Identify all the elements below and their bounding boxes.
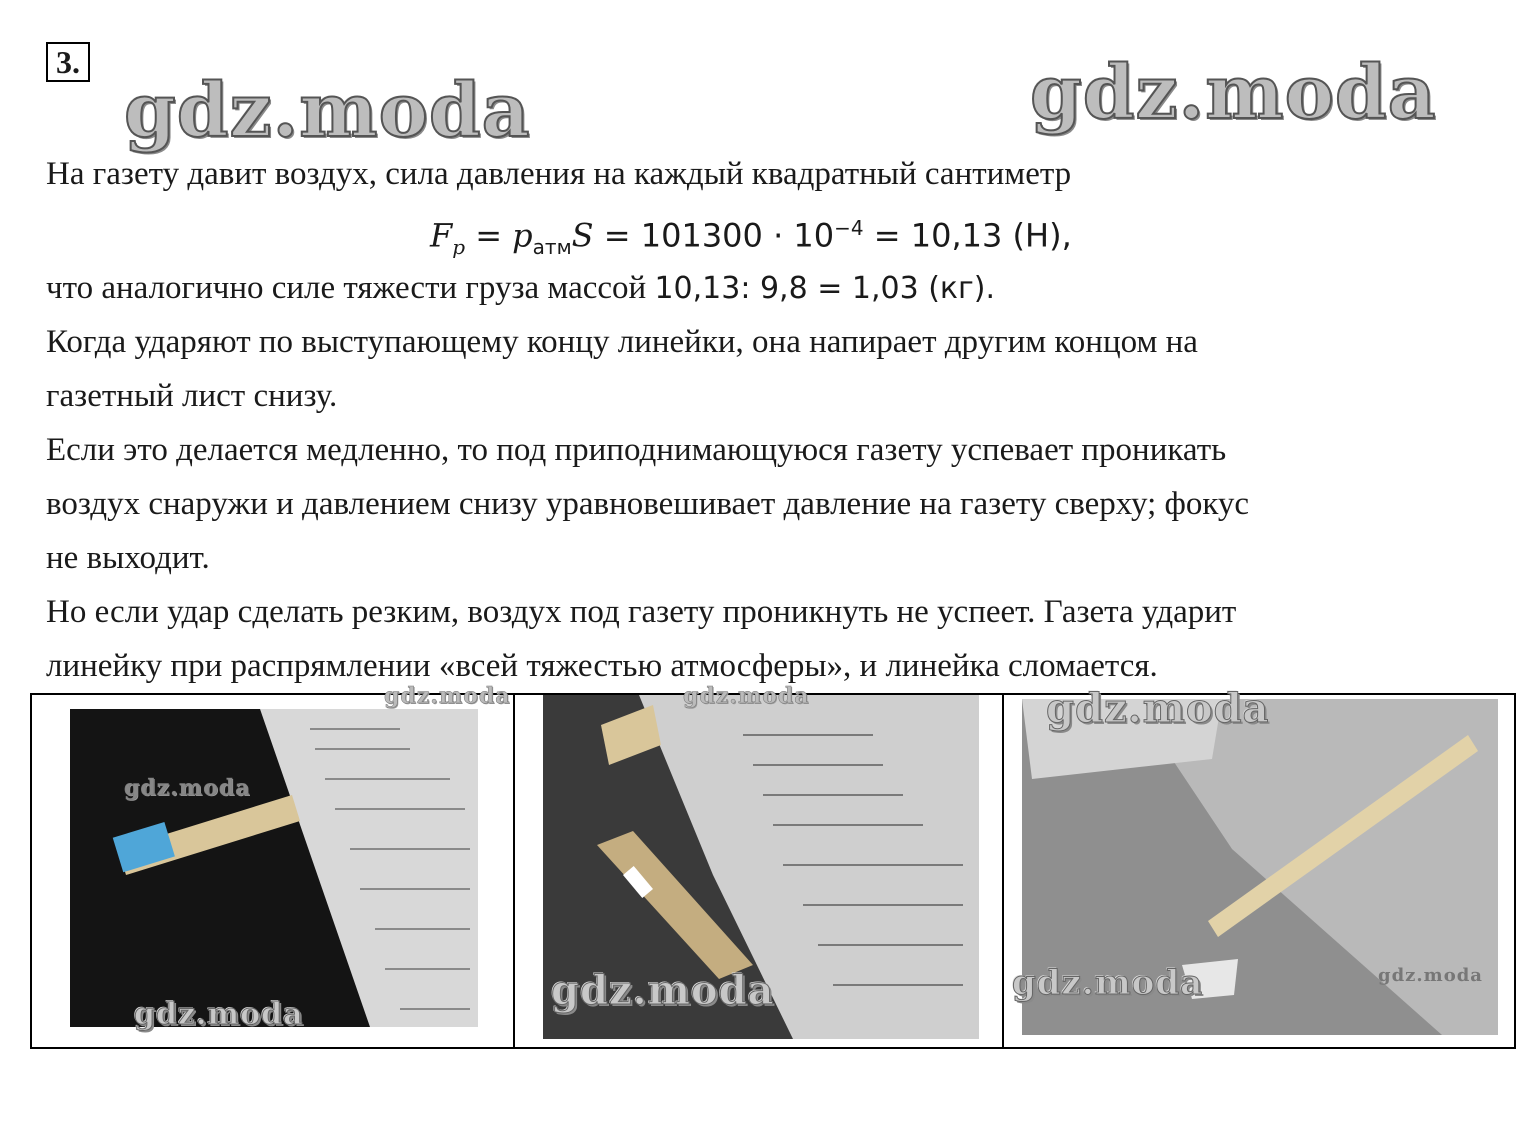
formula-force-sub: p [452,235,466,260]
task-number: 3. [46,42,90,82]
text-line-3 [46,268,995,309]
text-line-6: Если это делается медленно, то под приподнимающуюся газету успевает проникать [46,432,1227,468]
text-line-9: Но если удар сделать резким, воздух под газету проникнуть не успеет. Газета ударит [46,594,1237,630]
formula-area: S [571,216,594,255]
photo-cell-1 [32,683,513,1047]
formula-eq1: = [465,216,513,255]
photo-cell-3 [1002,685,1514,1047]
text-line-4: Когда ударяют по выступающему концу линейки, она напирает другим концом на [46,324,1198,360]
photo-ruler-under-newspaper [70,709,478,1027]
watermark-photo1-mid: gdz.moda [124,775,251,801]
text-line-1: На газету давит воздух, сила давления на каждый квадратный сантиметр [46,156,1072,192]
watermark-top-left: gdz.moda [124,68,531,154]
text-line-10: линейку при распрямлении «всей тяжестью атмосферы», и линейка сломается. [46,648,1158,684]
formula-pressure-sub: атм [532,235,572,260]
watermark-photo1-top: gdz.moda [384,683,511,709]
text-line-7: воздух снаружи и давлением снизу уравновешивает давление на газету сверху; фокус [46,486,1250,522]
watermark-photo3-bottom: gdz.moda [1012,963,1204,1003]
photo-table [30,683,1516,1049]
formula-eq2: = 101300 · 10 [593,216,835,255]
text-line-3-words: что аналогично силе тяжести груза массой [46,270,655,306]
pressure-formula [430,206,1072,269]
formula-pressure: p [512,216,533,255]
watermark-photo2-bottom: gdz.moda [551,967,775,1014]
photo-cell-2 [513,683,1002,1047]
formula-exponent: −4 [834,216,864,240]
formula-eq3: = 10,13 (Н), [863,216,1072,255]
watermark-top-right: gdz.moda [1030,50,1437,136]
text-line-5: газетный лист снизу. [46,378,338,414]
watermark-photo2-top: gdz.moda [683,683,810,709]
mass-calculation: 10,13: 9,8 = 1,03 (кг). [654,271,996,306]
text-line-8: не выходит. [46,540,210,576]
formula-force: F [430,216,453,255]
watermark-photo1-bottom: gdz.moda [134,997,304,1032]
watermark-photo3-right: gdz.moda [1378,965,1483,986]
watermark-photo3-top: gdz.moda [1046,685,1270,732]
